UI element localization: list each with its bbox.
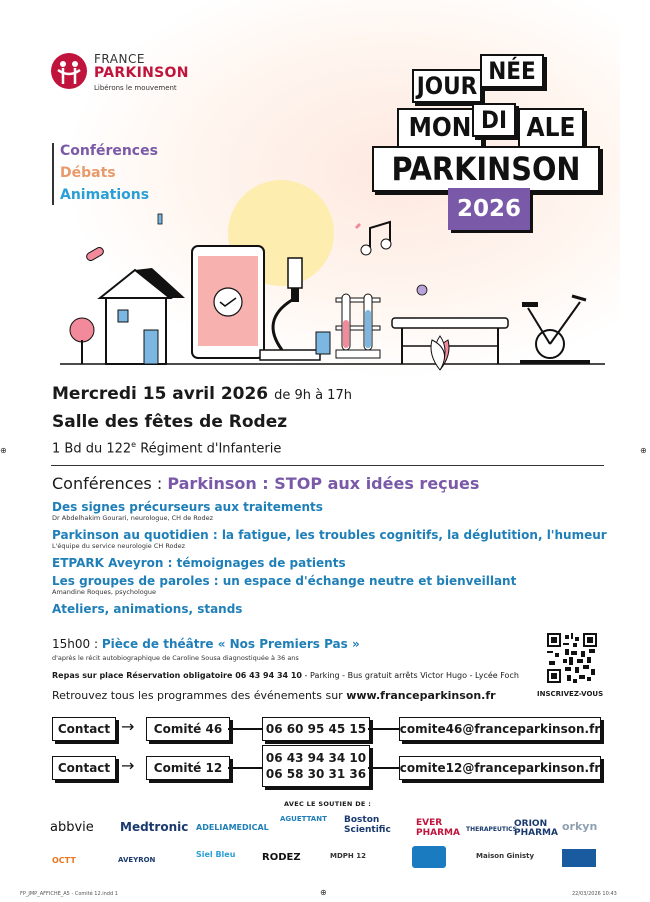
exercise-bike-icon <box>520 296 590 364</box>
title-word-parkinson: PARKINSON <box>372 146 600 192</box>
theatre-line <box>52 637 360 651</box>
program-item-title: Des signes précurseurs aux traitements <box>52 500 323 514</box>
sponsor-adelia: ADELIAMEDICAL <box>196 823 269 832</box>
activity-animations: Animations <box>60 187 150 203</box>
program-item-sub: Dr Abdelhakim Gourari, neurologue, CH de Rodez <box>52 514 214 522</box>
title-word-di: DI <box>472 103 516 137</box>
music-note-icon <box>356 222 391 255</box>
footer-right: 22/03/2026 10:43 <box>572 891 617 897</box>
sponsor-logo-navy <box>562 849 596 867</box>
sponsor-boston: Boston Scientific <box>344 815 391 835</box>
illustration <box>60 210 605 380</box>
sponsor-orkyn: orkyn <box>562 820 598 833</box>
sponsor-octt: OCTT <box>52 856 76 865</box>
arrow-icon: → <box>121 756 135 775</box>
program-item-sub: Amandine Roques, psychologue <box>52 588 157 596</box>
email-12[interactable]: comite12@franceparkinson.fr <box>399 756 601 780</box>
connector-line <box>228 728 262 730</box>
program-item-title: Les groupes de paroles : un espace d'échange neutre et bienveillant <box>52 574 517 588</box>
sponsor-ginisty: Maison Ginisty <box>476 852 535 860</box>
contact-label-12: Contact <box>52 756 116 780</box>
address-sup: e <box>131 440 137 449</box>
title-word-nee: NÉE <box>480 54 544 88</box>
conferences-intro: Conférences : <box>52 474 168 493</box>
conferences-theme: Parkinson : STOP aux idées reçues <box>167 474 480 493</box>
theatre-time: 15h00 : <box>52 637 102 651</box>
logo-tagline: Libérons le mouvement <box>94 84 177 92</box>
france-parkinson-logo <box>50 50 210 105</box>
sponsor-aguettant: AGUETTANT <box>280 815 327 823</box>
program-item-title: ETPARK Aveyron : témoignages de patients <box>52 556 346 570</box>
logo-emblem-icon <box>50 52 88 90</box>
theatre-sub: d'après le récit autobiographique de Caroline Sousa diagnostiquée à 36 ans <box>52 654 299 662</box>
phone-46[interactable]: 06 60 95 45 15 <box>262 717 370 741</box>
event-venue: Salle des fêtes de Rodez <box>52 412 288 432</box>
address-part1: 1 Bd du 122 <box>52 441 132 457</box>
footer-left: FP_JMP_AFFICHE_A5 - Comité 12.indd 1 <box>20 891 118 897</box>
connector-line <box>368 728 399 730</box>
programs-url[interactable]: www.franceparkinson.fr <box>346 689 496 702</box>
massage-table-icon <box>392 318 508 364</box>
programs-line <box>52 689 496 702</box>
sponsor-medtronic: Medtronic <box>120 820 189 834</box>
registration-mark-bottom: ⊕ <box>320 888 327 897</box>
sponsor-aveyron: AVEYRON <box>118 856 156 864</box>
program-item-title: Ateliers, animations, stands <box>52 602 243 616</box>
contact-label-46: Contact <box>52 717 116 741</box>
title-word-jour: JOUR <box>412 69 482 103</box>
activity-conferences: Conférences <box>60 143 158 159</box>
title-word-mon: MON <box>397 108 483 148</box>
title-word-ale: ALE <box>518 108 584 148</box>
event-date: Mercredi 15 avril 2026 <box>52 384 269 404</box>
lotus-icon <box>431 336 449 370</box>
event-date-line <box>52 384 352 404</box>
qr-label: INSCRIVEZ-VOUS <box>537 690 604 698</box>
sponsor-therapeutics: THERAPEUTICS <box>466 826 518 833</box>
phones-12[interactable] <box>262 745 370 787</box>
email-46[interactable]: comite46@franceparkinson.fr <box>399 717 601 741</box>
sponsor-rodez: RODEZ <box>262 852 301 863</box>
sponsor-siel-bleu: Siel Bleu <box>196 850 236 859</box>
pill-icon <box>85 246 105 262</box>
activities-bar <box>52 143 54 205</box>
phone-12-b[interactable]: 06 58 30 31 36 <box>265 767 367 781</box>
reservation-rest: - Parking - Bus gratuit arrêts Victor Hugo - Lycée Foch <box>302 671 519 680</box>
title-year: 2026 <box>448 188 530 230</box>
phone-12-a[interactable]: 06 43 94 34 10 <box>265 751 367 765</box>
theatre-title: Pièce de théâtre « Nos Premiers Pas » <box>101 637 360 651</box>
program-list <box>52 500 607 616</box>
sponsor-mdph: MDPH 12 <box>330 852 366 860</box>
activity-debats: Débats <box>60 165 116 181</box>
test-tubes-icon <box>336 294 380 358</box>
activities-list <box>60 140 158 206</box>
event-address <box>52 440 281 456</box>
divider-top <box>51 465 604 466</box>
program-item-title: Parkinson au quotidien : la fatigue, les troubles cognitifs, la déglutition, l'humeur <box>52 528 607 542</box>
tablet-icon <box>192 246 264 358</box>
conferences-heading <box>52 474 479 493</box>
program-item-sub: L'équipe du service neurologie CH Rodez <box>52 542 186 550</box>
connector-line <box>368 767 399 769</box>
microscope-icon <box>260 258 330 360</box>
sponsor-ever: EVER PHARMA <box>416 818 460 838</box>
arrow-icon: → <box>121 717 135 736</box>
qr-code[interactable] <box>547 633 597 683</box>
reservation-line <box>52 671 519 680</box>
sponsor-logo-blue <box>412 846 446 868</box>
committee-46: Comité 46 <box>146 717 230 741</box>
programs-text: Retrouvez tous les programmes des événements sur <box>52 689 347 702</box>
house-icon <box>100 268 185 364</box>
sponsor-orion: ORION PHARMA <box>514 819 558 838</box>
registration-mark-right: ⊕ <box>640 446 647 455</box>
event-hours: de 9h à 17h <box>274 388 352 403</box>
logo-line2: PARKINSON <box>94 65 189 81</box>
sponsor-abbvie: abbvie <box>50 820 94 835</box>
sponsors-title: AVEC LE SOUTIEN DE : <box>284 800 372 808</box>
registration-mark-left: ⊕ <box>0 446 7 455</box>
address-part2: Régiment d'Infanterie <box>136 441 282 457</box>
reservation-bold: Repas sur place Réservation obligatoire 06 43 94 34 10 <box>52 671 302 680</box>
connector-line <box>228 767 262 769</box>
committee-12: Comité 12 <box>146 756 230 780</box>
logo-line1: FRANCE <box>94 52 145 66</box>
